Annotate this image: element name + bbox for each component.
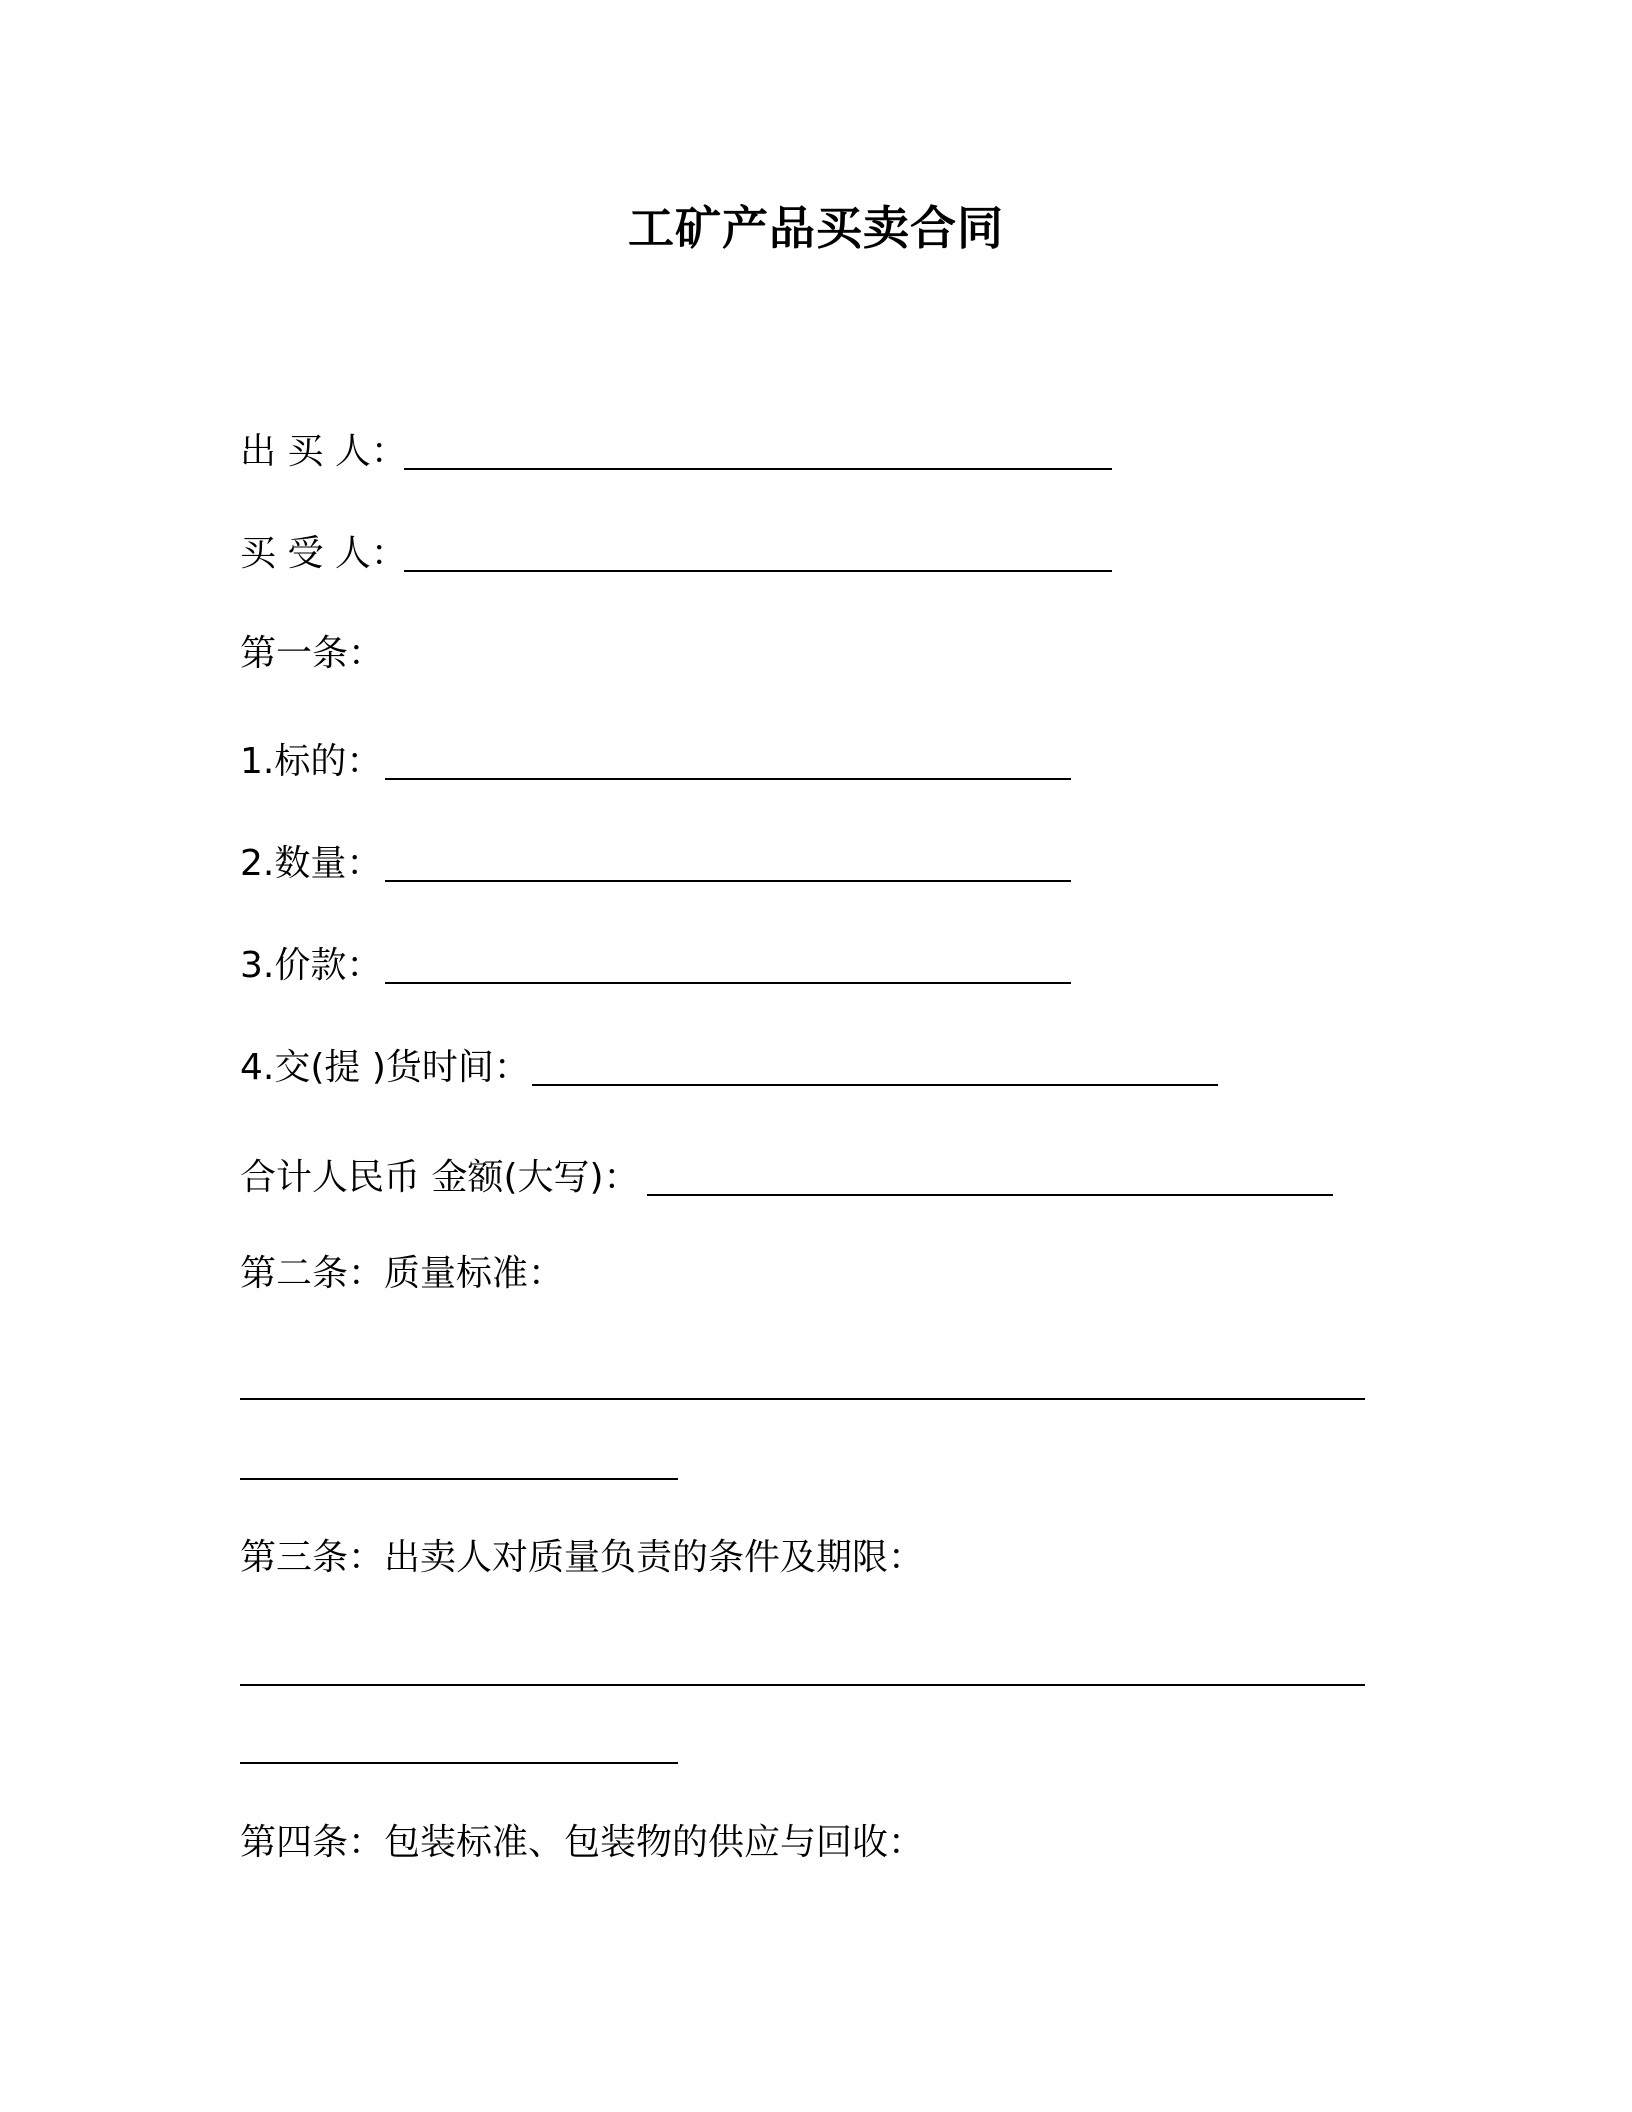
- delivery-time-blank-line[interactable]: [532, 1084, 1218, 1086]
- delivery-time-label: 4.交(提 )货时间：: [240, 1047, 530, 1088]
- article2-blank-line-1[interactable]: [240, 1398, 1365, 1400]
- article1-heading: [240, 629, 384, 679]
- price-blank-line[interactable]: [385, 982, 1071, 984]
- seller-label: 出 买 人：: [240, 431, 407, 472]
- seller-row: [240, 427, 407, 477]
- article1-heading-text: 第一条：: [240, 633, 385, 674]
- article2-heading-text: 第二条：质量标准：: [240, 1253, 565, 1294]
- buyer-row: [240, 529, 407, 579]
- article3-blank-line-2[interactable]: [240, 1762, 678, 1764]
- article4-heading: [240, 1818, 924, 1868]
- article4-heading-text: 第四条：包装标准、包装物的供应与回收：: [240, 1822, 925, 1863]
- article2-blank-line-2[interactable]: [240, 1478, 678, 1480]
- article2-heading: [240, 1249, 564, 1299]
- buyer-label: 买 受 人：: [240, 533, 407, 574]
- price-label: 3.价款：: [240, 945, 383, 986]
- quantity-blank-line[interactable]: [385, 880, 1071, 882]
- article3-heading-text: 第三条：出卖人对质量负责的条件及期限：: [240, 1537, 925, 1578]
- subject-blank-line[interactable]: [385, 778, 1071, 780]
- quantity-row: [240, 839, 382, 889]
- price-row: [240, 941, 382, 991]
- buyer-blank-line[interactable]: [404, 570, 1112, 572]
- quantity-label: 2.数量：: [240, 843, 383, 884]
- total-amount-label: 合计人民币 金额(大写)：: [240, 1157, 640, 1198]
- subject-row: [240, 737, 382, 787]
- subject-label: 1.标的：: [240, 741, 383, 782]
- total-amount-blank-line[interactable]: [647, 1194, 1333, 1196]
- delivery-time-row: [240, 1043, 530, 1093]
- seller-blank-line[interactable]: [404, 468, 1112, 470]
- document-title: 工矿产品买卖合同: [628, 201, 1004, 255]
- article3-blank-line-1[interactable]: [240, 1684, 1365, 1686]
- total-amount-row: [240, 1153, 640, 1203]
- article3-heading: [240, 1533, 924, 1583]
